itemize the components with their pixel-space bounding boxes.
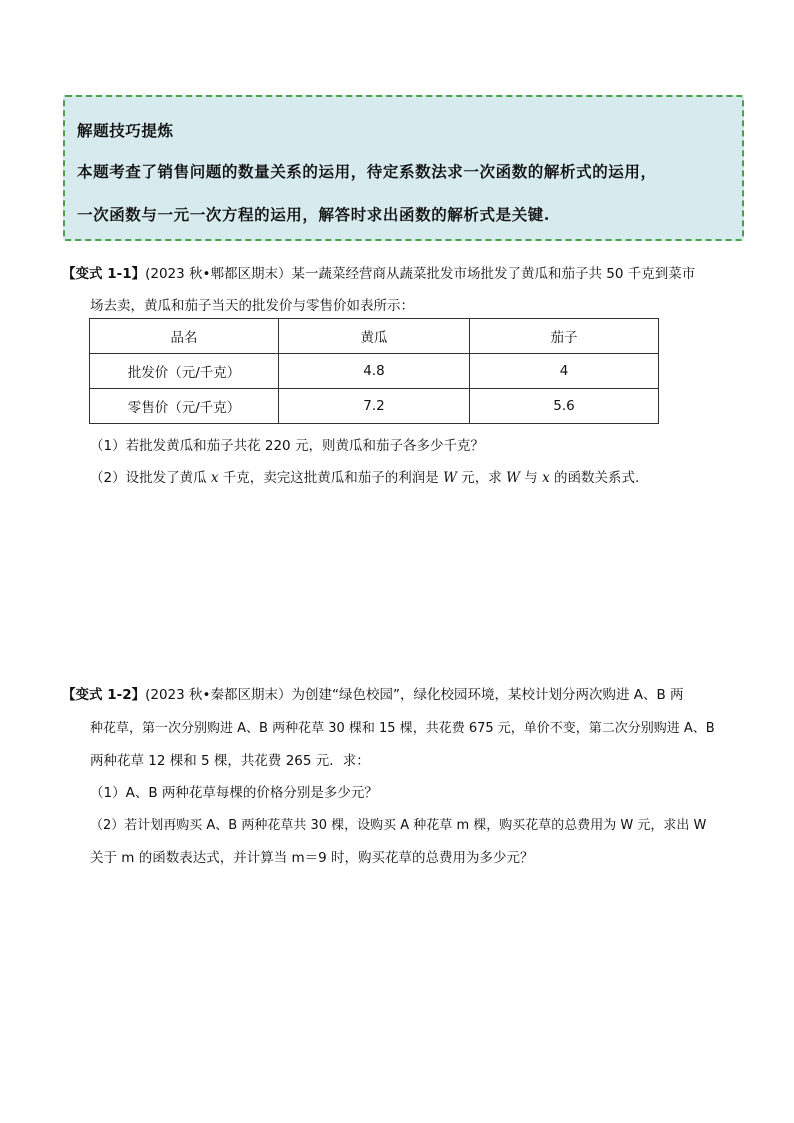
table-row (90, 389, 659, 424)
table-cell: 4.8 (279, 354, 470, 389)
q1-sub2-text: 与 (519, 470, 543, 486)
table-header-row (90, 319, 659, 354)
q2-line-2: 种花草，第一次分别购进 A、B 两种花草 30 棵和 15 棵，共花费 675 元，单价不变，第二次分别购进 A、B (90, 721, 715, 736)
tip-box (63, 95, 744, 241)
var-x: x (542, 470, 550, 486)
q1-sub-1: （1）若批发黄瓜和茄子共花 220 元，则黄瓜和茄子各多少千克？ (90, 438, 484, 454)
q2-sub-2-line-2: 关于 m 的函数表达式，并计算当 m＝9 时，购买花草的总费用为多少元？ (90, 850, 534, 866)
var-w: W (506, 470, 520, 486)
q1-heading (62, 262, 695, 282)
q1-sub2-text: 千克，卖完这批黄瓜和茄子的利润是 (218, 470, 444, 486)
table-cell: 4 (470, 354, 659, 389)
var-x: x (210, 470, 219, 486)
table-cell: 零售价（元/千克） (90, 389, 279, 424)
q2-sub-2-line-1: （2）若计划再购买 A、B 两种花草共 30 棵，设购买 A 种花草 m 棵，购买花草的总费用为 W 元，求出 W (90, 818, 707, 833)
q1-line-1: 某一蔬菜经营商从蔬菜批发市场批发了黄瓜和茄子共 50 千克到菜市 (291, 266, 696, 282)
q2-line-1: 为创建“绿色校园”，绿化校园环境，某校计划分两次购进 A、B 两 (291, 687, 684, 703)
table-header-cell: 黄瓜 (279, 319, 470, 354)
q1-sub-2 (90, 466, 639, 486)
table-cell: 5.6 (470, 389, 659, 424)
var-w: W (443, 470, 457, 486)
q1-source: (2023 秋•郫都区期末） (145, 266, 292, 282)
table-cell: 批发价（元/千克） (90, 354, 279, 389)
table-header-cell: 品名 (90, 319, 279, 354)
tip-line-2: 一次函数与一元一次方程的运用，解答时求出函数的解析式是关键. (77, 205, 550, 224)
table-cell: 7.2 (279, 389, 470, 424)
table-header-cell: 茄子 (470, 319, 659, 354)
q1-sub2-text: （2）设批发了黄瓜 (90, 470, 211, 486)
q2-sub-1: （1）A、B 两种花草每棵的价格分别是多少元？ (90, 785, 378, 801)
q1-sub2-text: 元，求 (457, 470, 507, 486)
table-row (90, 354, 659, 389)
tip-line-1: 本题考查了销售问题的数量关系的运用，待定系数法求一次函数的解析式的运用， (77, 162, 657, 181)
q1-tag: 【变式 1-1】 (62, 266, 146, 282)
q2-heading (62, 683, 684, 703)
price-table (89, 318, 659, 424)
q2-tag: 【变式 1-2】 (62, 687, 146, 703)
q1-sub2-text: 的函数关系式. (549, 470, 640, 486)
q2-source: (2023 秋•秦都区期末） (145, 687, 292, 703)
q1-line-2: 场去卖，黄瓜和茄子当天的批发价与零售价如表所示： (90, 298, 414, 314)
tip-title: 解题技巧提炼 (77, 121, 174, 140)
q2-line-3: 两种花草 12 棵和 5 棵，共花费 265 元．求： (90, 753, 370, 769)
